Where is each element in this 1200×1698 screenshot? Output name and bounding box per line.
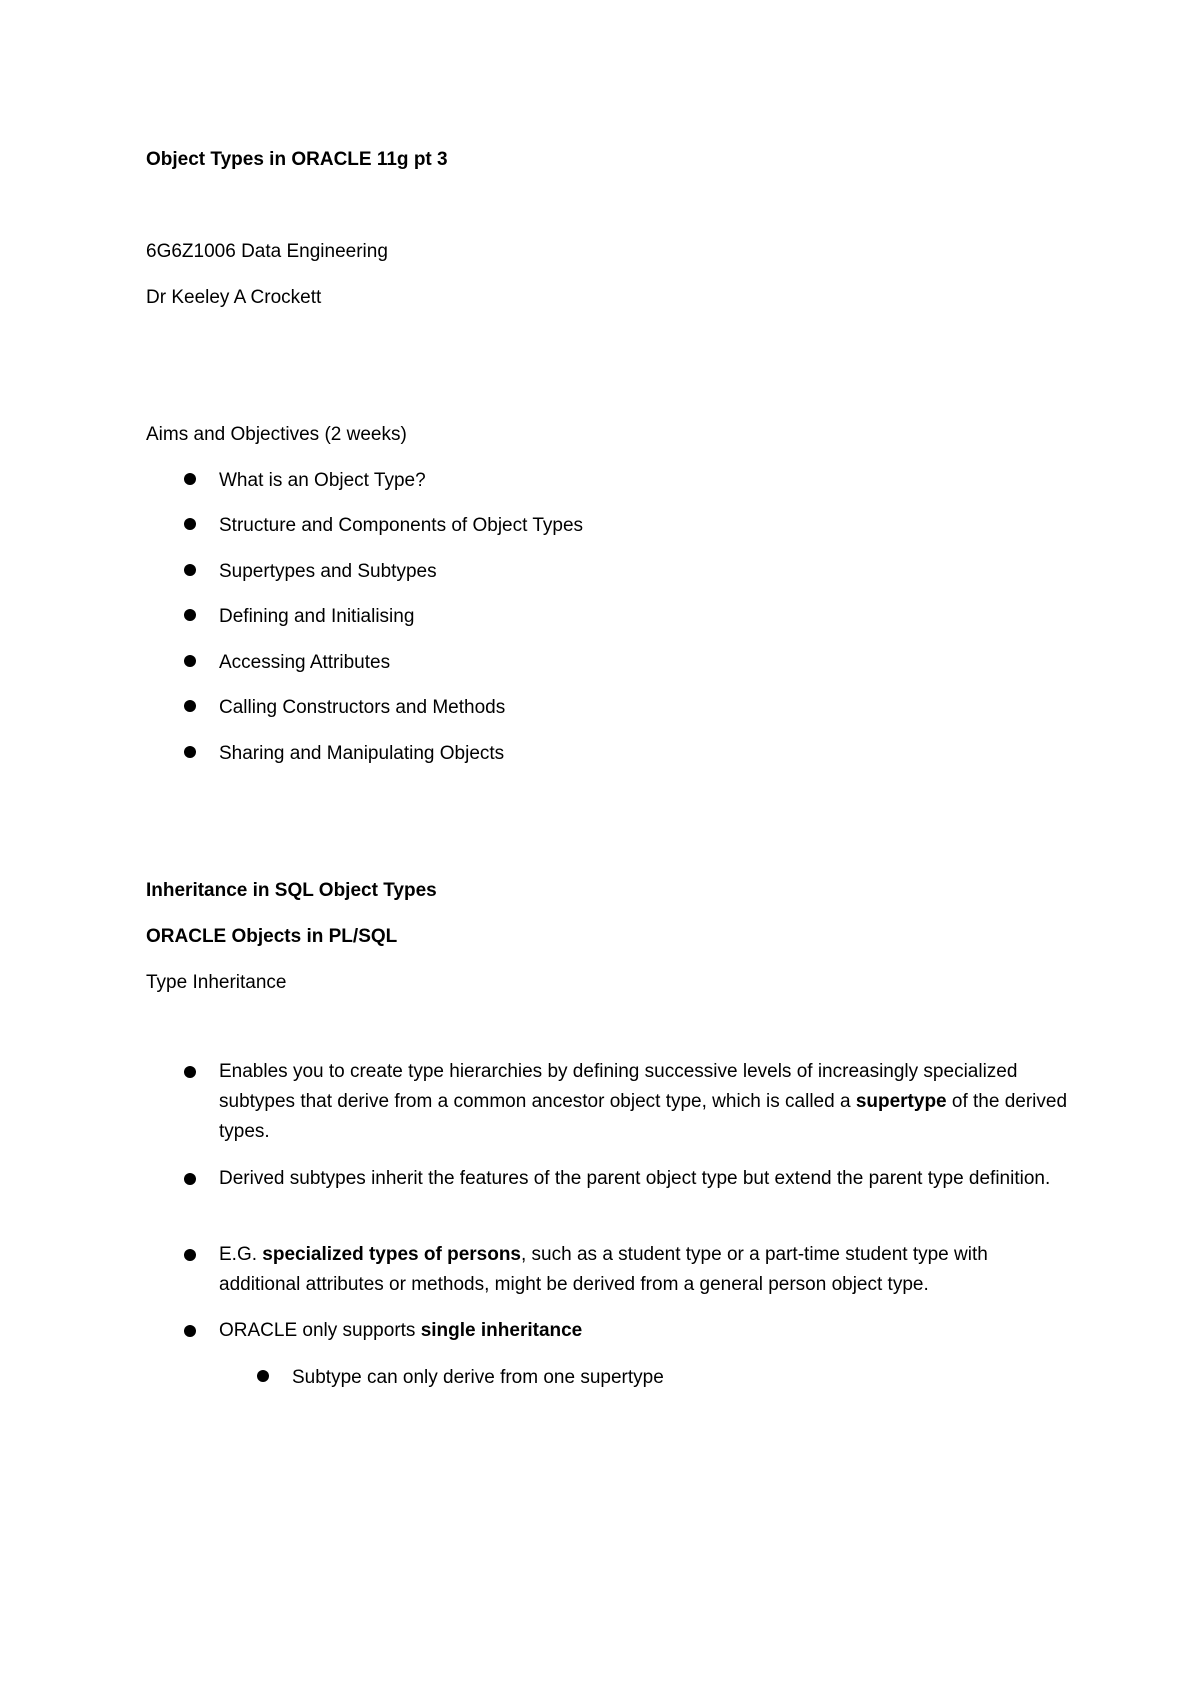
list-item-text: ORACLE only supports single inheritance — [219, 1320, 583, 1341]
bullet-icon — [184, 518, 196, 530]
list-item-text: Defining and Initialising — [219, 606, 415, 627]
bullet-icon — [184, 609, 196, 621]
list-item-text: Structure and Components of Object Types — [219, 515, 584, 536]
inheritance-heading: Inheritance in SQL Object Types — [146, 880, 437, 901]
bullet-icon — [184, 700, 196, 712]
list-item-text: Accessing Attributes — [219, 652, 391, 673]
list-item-text: What is an Object Type? — [219, 470, 426, 491]
bullet-icon — [184, 1173, 196, 1185]
author-name: Dr Keeley A Crockett — [146, 287, 322, 308]
type-inheritance-label: Type Inheritance — [146, 972, 287, 993]
bullet-icon — [184, 746, 196, 758]
bullet-icon — [257, 1370, 269, 1382]
bullet-icon — [184, 1325, 196, 1337]
list-item-text: Supertypes and Subtypes — [219, 561, 437, 582]
aims-heading: Aims and Objectives (2 weeks) — [146, 424, 407, 445]
course-code: 6G6Z1006 Data Engineering — [146, 241, 388, 262]
bullet-icon — [184, 1249, 196, 1261]
list-item-text: Enables you to create type hierarchies by defining successive levels of increasingly specialized subtypes that derive from a common ancestor object type, which is called a supertype of the derived types. — [219, 1061, 1068, 1142]
oracle-objects-heading: ORACLE Objects in PL/SQL — [146, 926, 398, 947]
list-item-text: Calling Constructors and Methods — [219, 697, 506, 718]
list-item-text: Derived subtypes inherit the features of the parent object type but extend the parent type definition. — [219, 1168, 1051, 1189]
bullet-icon — [184, 655, 196, 667]
list-item-text: E.G. specialized types of persons, such as a student type or a part-time student type with additional attributes or methods, might be derived from a general person object type. — [219, 1244, 988, 1295]
bullet-icon — [184, 473, 196, 485]
sub-list-item-text: Subtype can only derive from one supertype — [292, 1367, 664, 1388]
bullet-icon — [184, 1066, 196, 1078]
list-item-text: Sharing and Manipulating Objects — [219, 743, 505, 764]
bullet-icon — [184, 564, 196, 576]
document-title: Object Types in ORACLE 11g pt 3 — [146, 149, 448, 170]
